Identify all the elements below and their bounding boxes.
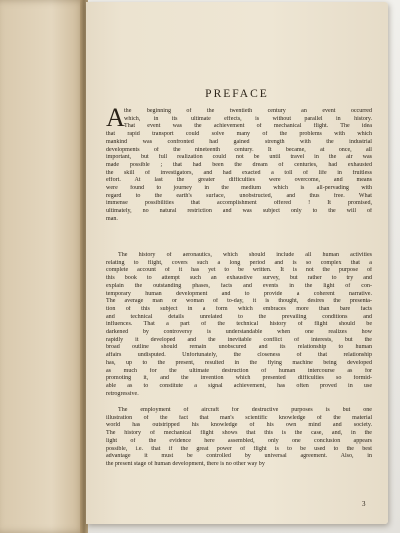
text-line: broad outline should remain unobscured and its relationship to human <box>106 344 372 351</box>
text-line: The history of aeronautics, which should include all human activities <box>118 252 372 258</box>
text-line: the beginning of the twentieth century an event occurred <box>124 108 372 114</box>
text-line: promoting it, and the invention which presented difficulties so formid- <box>106 375 372 382</box>
text-line: The employment of aircraft for destructive purposes is but one <box>118 407 372 413</box>
text-line: and technical details unrelated to the prevailing conditions and <box>106 313 372 320</box>
text-line: as much for the ultimate destruction of human intercourse as for <box>106 367 372 374</box>
text-line: relating to flight, covers such a long period and is so complex that a <box>106 259 372 266</box>
text-line: made possible ; that had been the dream of centuries, had exhausted <box>106 161 372 168</box>
text-line: important, but full realization could not be until travel in the air was <box>106 154 372 161</box>
page-title: PREFACE <box>205 88 269 100</box>
text-line: light of the evidence here assembled, only one conclusion appears <box>106 437 372 444</box>
text-line: advantage it must be controlled by universal agreement. Also, in <box>106 453 372 460</box>
paragraph-1 <box>106 108 372 224</box>
text-line: tion of this subject in a form which embraces more than bare facts <box>106 305 372 312</box>
page-number: 3 <box>362 500 366 508</box>
text-line: That event was the achievement of mechanical flight. The idea <box>124 123 372 130</box>
text-line: the skill of investigators, and had exacted a toll of life in fruitless <box>106 169 372 176</box>
text-line: immense possibilities that accomplishment offered ! It promised, <box>106 200 372 207</box>
text-line: the present stage of human development, there is no other way by <box>106 460 265 467</box>
text-line: mankind was confronted had gained strength with the industrial <box>106 138 372 145</box>
text-line: complete account of it has yet to be written. It is not the purpose of <box>106 267 372 274</box>
text-line: explain the outstanding phases, facts and events in the light of con- <box>106 282 372 289</box>
paragraph-3 <box>106 407 372 469</box>
text-line: possible, i.e. that if the great power of flight is to be used to the best <box>106 445 372 452</box>
text-line: were found to journey in the medium which is all-pervading with <box>106 185 372 192</box>
text-line: world has outstripped his knowledge of his own mind and society. <box>106 422 372 429</box>
text-line: darkened by controversy is understandable when one realizes how <box>106 329 372 336</box>
text-line: rapidly it developed and the inevitable conflict of interests, but the <box>106 336 372 343</box>
text-line: able as to constitute a signal achievement, has often proved in use <box>106 382 372 389</box>
text-line: effort. At last the greater difficulties were overcome, and means <box>106 177 372 184</box>
text-line: regard to the earth's surface, unobstructed, and thus free. What <box>106 192 372 199</box>
text-line: this book to attempt such an exhaustive survey, but rather to try and <box>106 275 372 282</box>
text-line: The average man or woman of to-day, it is thought, desires the presenta- <box>106 298 372 305</box>
text-line: man. <box>106 215 118 222</box>
text-line: has, up to the present, resulted in the flying machine being developed <box>106 359 372 366</box>
text-line: influences. That a part of the technical history of flight should be <box>106 321 372 328</box>
text-line: that rapid transport could solve many of the problems with which <box>106 131 372 138</box>
text-line: ultimately, no natural restriction and was subject only to the will of <box>106 208 372 215</box>
drop-cap-letter: A <box>106 103 125 132</box>
text-line: The history of mechanical flight shows that this is the case, and, in the <box>106 430 372 437</box>
text-line: affairs undisputed. Unfortunately, the closeness of that relationship <box>106 352 372 359</box>
left-page-edge <box>0 0 86 533</box>
text-line: developments of the nineteenth century. It became, at once, all <box>106 146 372 153</box>
text-line: retrogressive. <box>106 390 139 397</box>
text-line: illustration of the fact that man's scientific knowledge of the material <box>106 414 372 421</box>
paragraph-2 <box>106 252 372 398</box>
text-line: which, in its ultimate effects, is without parallel in history. <box>124 115 372 122</box>
text-line: temporary human development and to provide a coherent narrative. <box>106 290 372 297</box>
